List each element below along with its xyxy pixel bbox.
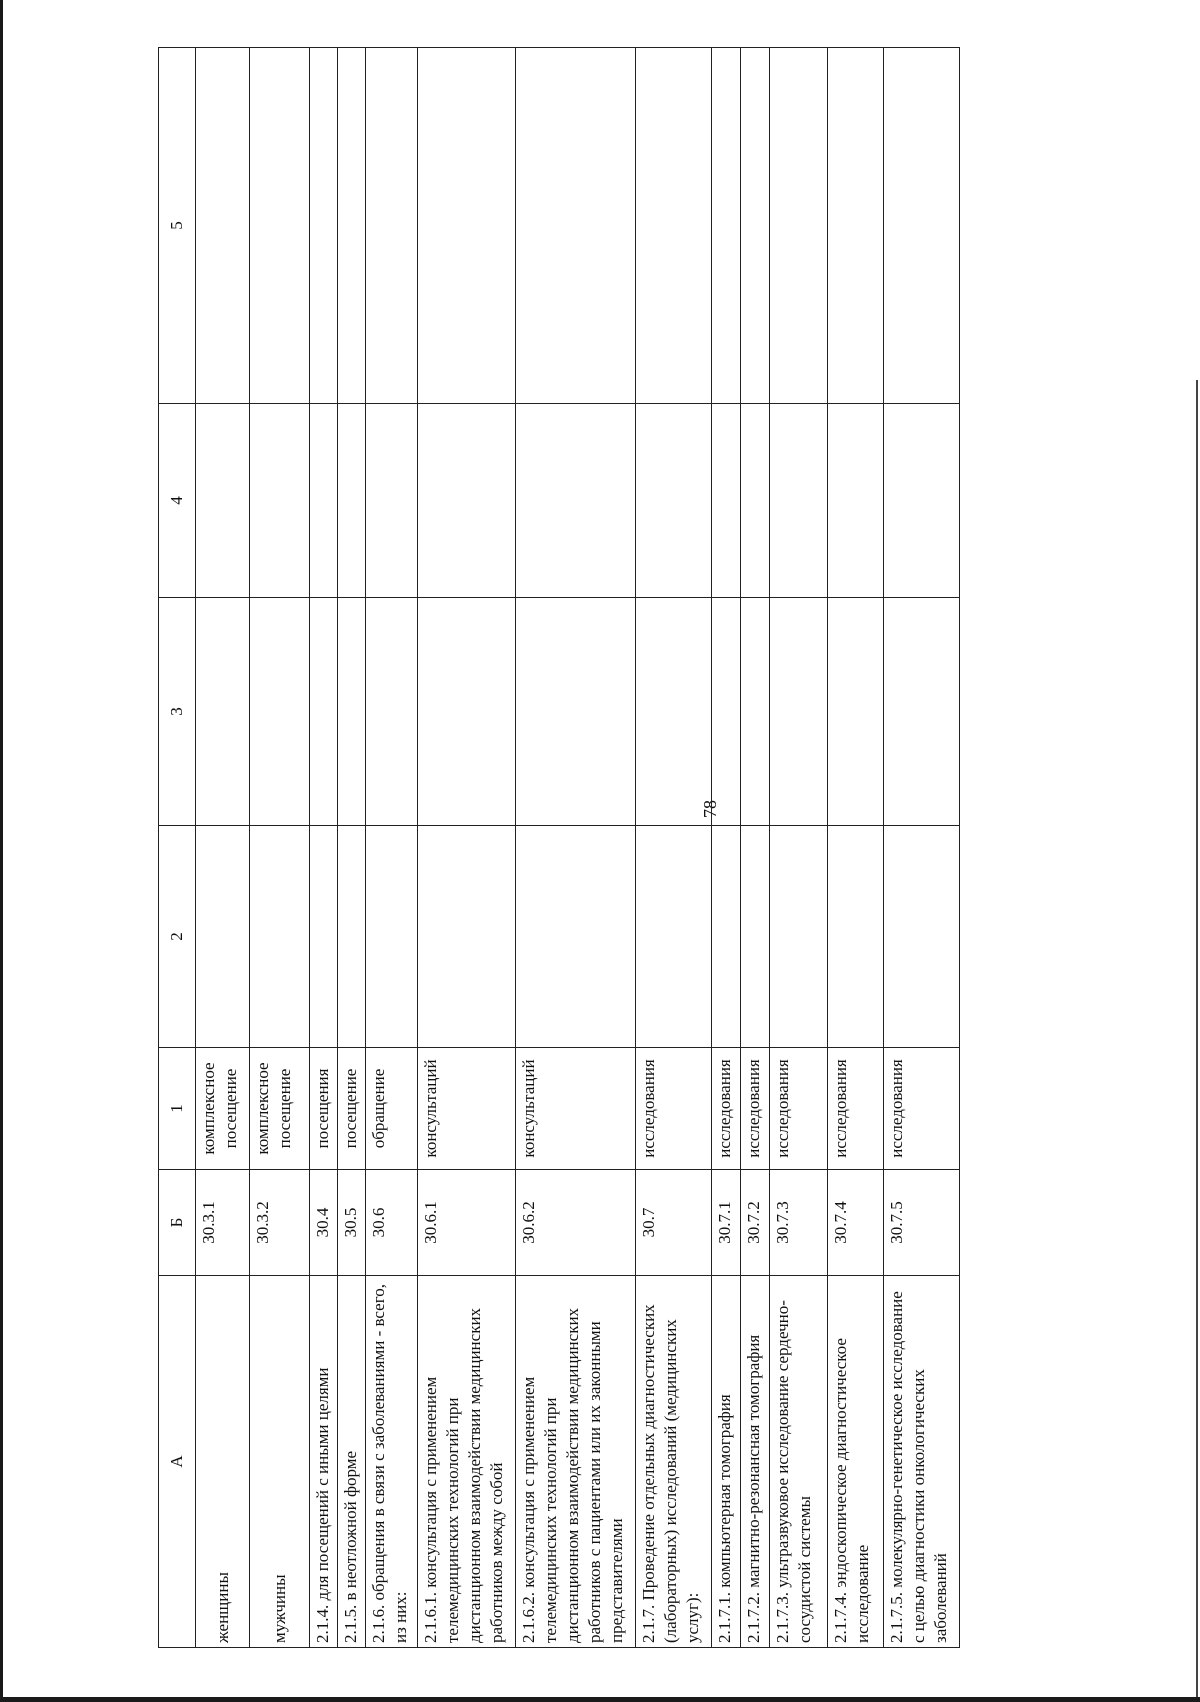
row-code-cell: 30.7.1 [712,1170,741,1276]
header-cell: 4 [159,404,196,598]
row-unit-cell: комплексное посещение [196,1048,250,1170]
value-cell [770,404,828,598]
row-name-cell: 2.1.7.5. молекулярно-генетическое исследование с целью диагностики онкологических заболеваний [884,1276,960,1648]
value-cell [366,598,418,826]
value-cell [418,48,516,404]
row-code-cell: 30.7 [636,1170,712,1276]
value-cell [828,826,884,1048]
value-cell [418,404,516,598]
scan-edge-bottom [0,1697,1200,1702]
value-cell [516,826,636,1048]
data-table [158,47,960,1648]
table-row [828,48,884,1648]
value-cell [196,404,250,598]
value-cell [366,826,418,1048]
row-name-cell: 2.1.7.2. магнитно-резонансная томография [741,1276,770,1648]
row-unit-cell: консультаций [418,1048,516,1170]
value-cell [884,404,960,598]
row-code-cell: 30.3.1 [196,1170,250,1276]
value-cell [338,598,366,826]
table-row [338,48,366,1648]
value-cell [741,826,770,1048]
value-cell [828,598,884,826]
value-cell [741,598,770,826]
table-row [636,48,712,1648]
table-row [366,48,418,1648]
row-name-cell: 2.1.7.4. эндоскопическое диагностическое исследование [828,1276,884,1648]
row-code-cell: 30.6.1 [418,1170,516,1276]
rotated-table-sheet [158,48,1018,1648]
row-code-cell: 30.6 [366,1170,418,1276]
row-name-cell: 2.1.6.1. консультация с применением телемедицинских технологий при дистанционном взаимодействии медицинских работников между собой [418,1276,516,1648]
value-cell [770,826,828,1048]
row-name-cell: 2.1.7. Проведение отдельных диагностических (лабораторных) исследований (медицинских услуг): [636,1276,712,1648]
row-code-cell: 30.7.4 [828,1170,884,1276]
header-cell: 3 [159,598,196,826]
value-cell [418,826,516,1048]
value-cell [338,48,366,404]
table-row [741,48,770,1648]
row-name-cell: мужчины [250,1276,310,1648]
value-cell [196,826,250,1048]
row-unit-cell: исследования [828,1048,884,1170]
value-cell [884,598,960,826]
value-cell [884,826,960,1048]
value-cell [636,826,712,1048]
header-cell: 5 [159,48,196,404]
row-name-cell: 2.1.6. обращения в связи с заболеваниями - всего, из них: [366,1276,418,1648]
row-code-cell: 30.4 [310,1170,338,1276]
row-unit-cell: исследования [636,1048,712,1170]
table-row [884,48,960,1648]
value-cell [338,826,366,1048]
row-name-cell: 2.1.4. для посещений с иными целями [310,1276,338,1648]
row-unit-cell: посещение [338,1048,366,1170]
row-unit-cell: исследования [712,1048,741,1170]
row-unit-cell: консультаций [516,1048,636,1170]
value-cell [712,404,741,598]
value-cell [884,48,960,404]
page-number: 78 [700,800,720,818]
value-cell [636,598,712,826]
value-cell [516,598,636,826]
value-cell [828,404,884,598]
row-name-cell: 2.1.5. в неотложной форме [338,1276,366,1648]
value-cell [712,598,741,826]
value-cell [516,404,636,598]
row-unit-cell: посещения [310,1048,338,1170]
table-row [196,48,250,1648]
table-row [516,48,636,1648]
table-row [418,48,516,1648]
value-cell [770,598,828,826]
value-cell [310,404,338,598]
table-row [770,48,828,1648]
table-header-row [159,48,196,1648]
value-cell [366,48,418,404]
value-cell [636,48,712,404]
row-unit-cell: исследования [884,1048,960,1170]
row-code-cell: 30.7.5 [884,1170,960,1276]
table-row [250,48,310,1648]
row-unit-cell: исследования [741,1048,770,1170]
value-cell [516,48,636,404]
value-cell [196,48,250,404]
value-cell [196,598,250,826]
value-cell [741,48,770,404]
scan-edge-left [0,0,3,1702]
value-cell [366,404,418,598]
table-row [712,48,741,1648]
value-cell [712,826,741,1048]
row-code-cell: 30.7.2 [741,1170,770,1276]
value-cell [310,826,338,1048]
row-code-cell: 30.6.2 [516,1170,636,1276]
row-unit-cell: исследования [770,1048,828,1170]
value-cell [338,404,366,598]
row-name-cell: 2.1.6.2. консультация с применением телемедицинских технологий при дистанционном взаимодействии медицинских работников с пациентами или их законными представителями [516,1276,636,1648]
row-name-cell: женщины [196,1276,250,1648]
value-cell [712,48,741,404]
header-cell: А [159,1276,196,1648]
row-name-cell: 2.1.7.3. ультразвуковое исследование сердечно-сосудистой системы [770,1276,828,1648]
value-cell [828,48,884,404]
value-cell [250,826,310,1048]
header-cell: 2 [159,826,196,1048]
row-unit-cell: комплексное посещение [250,1048,310,1170]
header-cell: 1 [159,1048,196,1170]
value-cell [418,598,516,826]
row-code-cell: 30.7.3 [770,1170,828,1276]
value-cell [250,404,310,598]
value-cell [770,48,828,404]
value-cell [310,48,338,404]
row-code-cell: 30.3.2 [250,1170,310,1276]
row-name-cell: 2.1.7.1. компьютерная томография [712,1276,741,1648]
row-unit-cell: обращение [366,1048,418,1170]
value-cell [310,598,338,826]
value-cell [636,404,712,598]
value-cell [250,598,310,826]
scan-edge-right [1196,380,1198,1702]
header-cell: Б [159,1170,196,1276]
table-row [310,48,338,1648]
value-cell [250,48,310,404]
value-cell [741,404,770,598]
row-code-cell: 30.5 [338,1170,366,1276]
